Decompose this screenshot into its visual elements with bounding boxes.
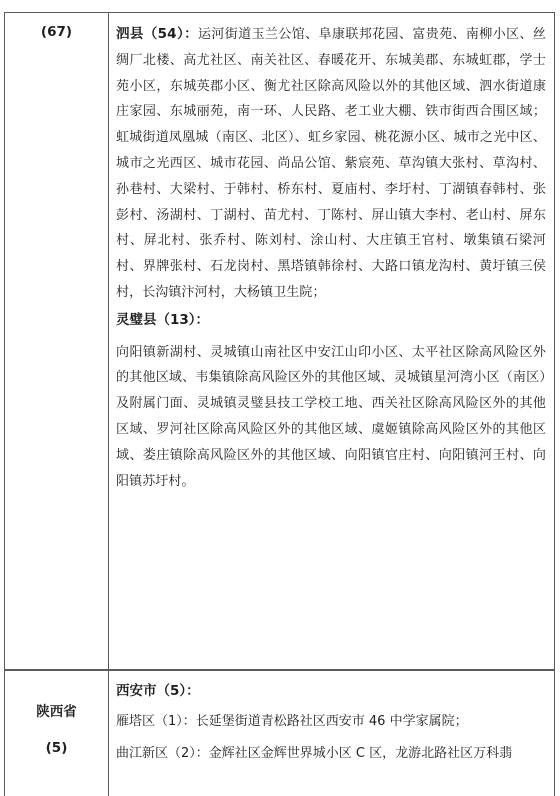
row-number-text: (67)	[40, 24, 73, 40]
row2-content	[116, 679, 546, 766]
province-label	[5, 700, 108, 756]
si-county-text: 运河街道玉兰公馆、阜康联邦花园、富贵苑、南柳小区、丝绸厂北楼、高尤社区、南关社区、春暖花开、东城美郡、东城虹郡，学士苑小区，东城英郡小区、衡尤社区除高风险以外的其他区域、泗水街道康庄家园、东城丽苑，南一环、人民路、老工业大棚、铁市街西合围区域；虹城街道凤凰城（南区、北区）、虹乡家园、桃花源小区、城市之光中区、城市之光西区、城市花园、尚品公馆、紫宸苑、草沟镇大张村、草沟村、孙巷村、大梁村、于韩村、桥东村、夏庙村、李圩村、丁湖镇春韩村、张彭村、汤湖村、丁湖村、苗尤村、丁陈村、屏山镇大李村、老山村、屏东村、屏北村、张乔村、陈刘村、涂山村、大庄镇王官村、墩集镇石梁河村、界牌张村、石龙岗村、黑塔镇韩徐村、大路口镇龙沟村、黄圩镇三侯村，长沟镇汴河村，大杨镇卫生院；	[116, 27, 546, 300]
lingbi-county-title: 灵璧县（13）：	[116, 311, 210, 328]
si-county-paragraph	[116, 22, 546, 306]
table-row-divider	[4, 669, 555, 671]
si-county-title: 泗县（54）：	[116, 26, 199, 42]
xian-city-title: 西安市（5）：	[116, 683, 200, 699]
table-left-border	[4, 12, 5, 796]
table-column-divider	[108, 12, 109, 796]
province-name: 陕西省	[36, 704, 77, 720]
table-right-border	[554, 12, 555, 796]
province-count: (5)	[45, 740, 68, 756]
row1-content	[116, 22, 546, 494]
qujiang-district-text: 曲江新区（2）：金辉社区金辉世界城小区 C 区，龙游北路社区万科翡	[116, 745, 513, 761]
yanta-district-text: 雁塔区（1）：长延堡街道青松路社区西安市 46 中学家属院；	[116, 713, 468, 729]
lingbi-county-text: 向阳镇新湖村、灵城镇山南社区中安江山印小区、太平社区除高风险区外的其他区域、韦集镇除高风险区外的其他区域、灵城镇星河湾小区（南区）及附属门面、灵城镇灵璧县技工学校工地、西关社区除高风险区外的其他区域、罗河社区除高风险区外的其他区域、虞姬镇除高风险区外的其他区域、娄庄镇除高风险区外的其他区域、向阳镇官庄村、向阳镇河王村、向阳镇苏圩村。	[116, 344, 546, 489]
row-number-label	[5, 24, 108, 40]
table-top-border	[4, 12, 555, 13]
